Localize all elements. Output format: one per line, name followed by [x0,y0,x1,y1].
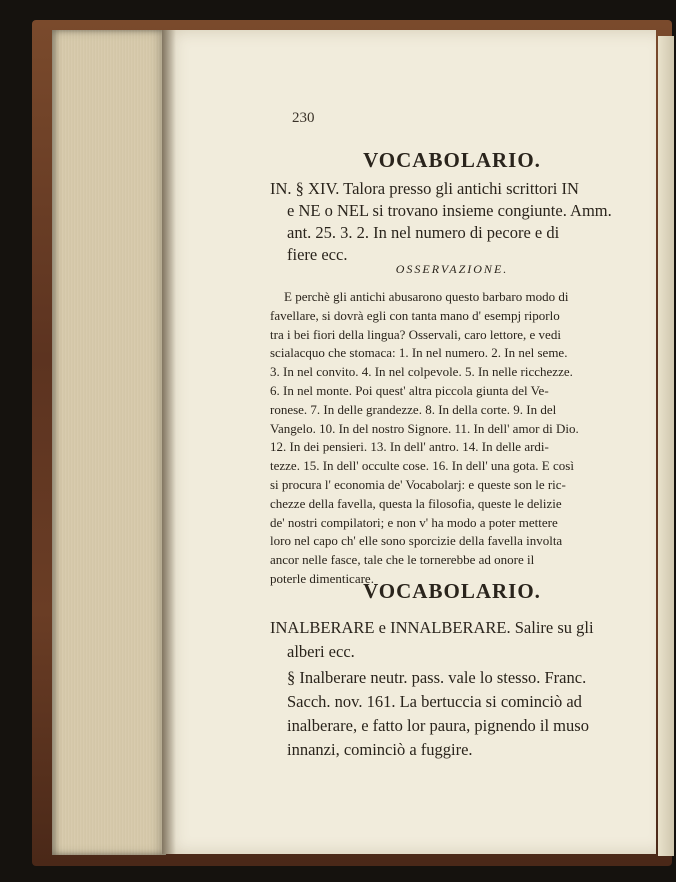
entry-in-line: e NE o NEL si trovano insieme congiunte. Amm. [287,201,612,220]
observation-line: loro nel capo ch' elle sono sporcizie della favella involta [270,533,563,549]
entry-inalberare-sub [270,666,634,762]
observation-line: de' nostri compilatori; e non v' ha modo a poter mettere [270,514,558,530]
section-heading-2: VOCABOLARIO. [363,579,541,603]
observation-line: ronese. 7. In delle grandezze. 8. In della corte. 9. In del [270,401,557,417]
entry-in [270,178,634,266]
entry-inalberare-line: alberi ecc. [287,642,355,661]
entry-sub-line: inalberare, e fatto lor paura, pignendo il muso [287,716,589,735]
observation-line: E perchè gli antichi abusarono questo barbaro modo di [284,289,569,304]
observation-line: favellare, si dovrà egli con tanta mano d' esempj riporlo [270,307,560,323]
observation-line: 3. In nel convito. 4. In nel colpevole. 5. In nelle ricchezze. [270,364,573,380]
entry-sub-line: § Inalberare neutr. pass. vale lo stesso. Franc. [287,668,587,687]
entry-sub-line: innanzi, cominciò a fuggire. [287,740,473,759]
observation-line: 6. In nel monte. Poi quest' altra piccola giunta del Ve- [270,382,549,398]
observation-paragraph [270,288,634,589]
facing-page-edge [658,36,674,856]
observation-line: Vangelo. 10. In del nostro Signore. 11. In dell' amor di Dio. [270,420,579,436]
observation-title: OSSERVAZIONE. [395,262,509,276]
observation-line: poterle dimenticare. [270,570,374,586]
entry-inalberare [270,616,634,664]
observation-line: si procura l' economia de' Vocabolarj: e queste son le ric- [270,476,566,492]
observation-line: tra i bei fiori della lingua? Osservali, caro lettore, e vedi [270,326,561,342]
section-heading-1: VOCABOLARIO. [363,148,541,172]
entry-in-line: IN. § XIV. Talora presso gli antichi scrittori IN [270,179,579,198]
observation-line: ancor nelle fasce, tale che le tornerebbe ad onore il [270,552,535,568]
observation-line: chezze della favella, questa la filosofia, queste le delizie [270,495,562,511]
entry-in-line: ant. 25. 3. 2. In nel numero di pecore e di [287,223,560,242]
observation-line: tezze. 15. In dell' occulte cose. 16. In dell' una gota. E così [270,458,574,474]
entry-inalberare-line: INALBERARE e INNALBERARE. Salire su gli [270,618,594,637]
observation-line: scialacquo che stomaca: 1. In nel numero. 2. In nel seme. [270,345,568,361]
book-page [162,30,656,854]
page-stack-edge [52,30,166,855]
entry-sub-line: Sacch. nov. 161. La bertuccia si cominciò ad [287,692,582,711]
gutter-shadow [162,30,176,854]
entry-in-line: fiere ecc. [287,245,348,264]
page-number: 230 [292,110,315,126]
observation-line: 12. In dei pensieri. 13. In dell' antro. 14. In delle ardi- [270,439,549,455]
